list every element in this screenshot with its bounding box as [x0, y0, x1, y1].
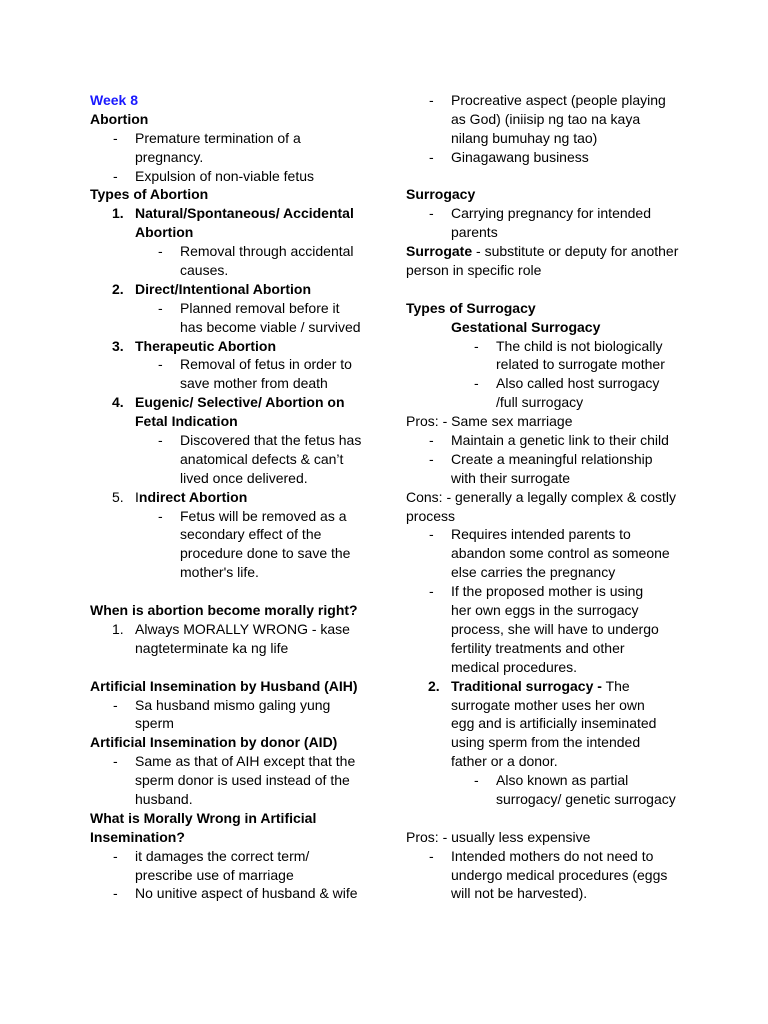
dash-bullet: - — [113, 696, 118, 713]
cons-line-cont: process — [406, 507, 456, 524]
list-item-cont: pregnancy. — [135, 148, 204, 165]
list-item: - Fetus will be removed as a — [158, 507, 347, 524]
list-item: - If the proposed mother is using — [429, 583, 644, 600]
morally-right-heading: When is abortion become morally right? — [90, 602, 358, 619]
list-item-cont: secondary effect of the — [180, 526, 322, 543]
list-item-cont: lived once delivered. — [180, 469, 308, 486]
list-item: - The child is not biologically — [474, 337, 663, 354]
dash-bullet: - — [429, 205, 434, 222]
type-title: 4. Eugenic/ Selective/ Abortion on — [112, 394, 345, 411]
list-item-cont: nilang bumuhay ng tao) — [451, 129, 598, 146]
list-item-cont: undergo medical procedures (eggs — [451, 866, 668, 883]
type-title: 2. Direct/Intentional Abortion — [112, 280, 312, 297]
dash-bullet: - — [474, 337, 479, 354]
dash-bullet: - — [429, 583, 434, 600]
blank-line — [90, 582, 362, 601]
dash-bullet: - — [158, 356, 163, 373]
list-item-cont: else carries the pregnancy — [451, 564, 616, 581]
list-item-cont: with their surrogate — [451, 469, 571, 486]
dash-bullet: - — [158, 299, 163, 316]
list-item-cont: save mother from death — [180, 375, 328, 392]
list-item-cont: will not be harvested). — [451, 885, 588, 902]
pros-line: Pros: - usually less expensive — [406, 828, 591, 845]
list-item: - Maintain a genetic link to their child — [429, 432, 669, 449]
list-item-cont: anatomical defects & can’t — [180, 450, 344, 467]
list-item: - Removal through accidental — [158, 243, 354, 260]
dash-bullet: - — [113, 129, 118, 146]
list-item: - Procreative aspect (people playing — [429, 92, 666, 108]
type-title: 5. Indirect Abortion — [112, 488, 248, 505]
list-item: - Sa husband mismo galing yung — [113, 696, 331, 713]
list-item: - Create a meaningful relationship — [429, 450, 653, 467]
list-item-cont: mother's life. — [180, 564, 259, 581]
surrogacy-heading: Surrogacy — [406, 186, 476, 203]
list-item-cont: husband. — [135, 790, 193, 807]
aid-heading: Artificial Insemination by donor (AID) — [90, 734, 338, 751]
pros-line: Pros: - Same sex marriage — [406, 413, 573, 430]
dash-bullet: - — [158, 507, 163, 524]
list-item-cont: sperm donor is used instead of the — [135, 772, 350, 789]
dash-bullet: - — [113, 167, 118, 184]
dash-bullet: - — [113, 753, 118, 770]
list-item: - Premature termination of a — [113, 129, 301, 146]
list-item: - Also called host surrogacy — [474, 375, 660, 392]
week-label: Week 8 — [90, 92, 138, 108]
list-item-cont: prescribe use of marriage — [135, 866, 294, 883]
wrong-heading-cont: Insemination? — [90, 828, 185, 845]
list-item-cont: has become viable / survived — [180, 318, 361, 335]
traditional-cont: surrogate mother uses her own — [451, 696, 645, 713]
dash-bullet: - — [429, 526, 434, 543]
type-title: 1. Natural/Spontaneous/ Accidental — [112, 205, 354, 222]
list-item: - Requires intended parents to — [429, 526, 631, 543]
list-item-cont: process, she will have to undergo — [451, 620, 659, 637]
type-title-cont: Fetal Indication — [135, 413, 238, 430]
list-item: - Ginagawang business — [429, 148, 589, 165]
dash-bullet: - — [429, 432, 434, 449]
list-item-cont: nagteterminate ka ng life — [135, 639, 289, 656]
dash-bullet: - — [113, 885, 118, 902]
list-item: - Planned removal before it — [158, 299, 340, 316]
list-item: - Intended mothers do not need to — [429, 847, 654, 864]
list-item-cont: fertility treatments and other — [451, 639, 625, 656]
list-item-cont: procedure done to save the — [180, 545, 351, 562]
list-item-cont: related to surrogate mother — [496, 356, 665, 373]
types-heading: Types of Abortion — [90, 186, 209, 203]
traditional-cont: egg and is artificially inseminated — [451, 715, 657, 732]
list-item: - Expulsion of non-viable fetus — [113, 167, 314, 184]
list-item: - Removal of fetus in order to — [158, 356, 352, 373]
dash-bullet: - — [158, 432, 163, 449]
list-item: - Carrying pregnancy for intended — [429, 205, 652, 222]
surrogate-definition-cont: person in specific role — [406, 262, 542, 279]
list-item-cont: sperm — [135, 715, 174, 732]
aih-heading: Artificial Insemination by Husband (AIH) — [90, 677, 358, 694]
traditional-cont: father or a donor. — [451, 753, 558, 770]
dash-bullet: - — [158, 243, 163, 260]
dash-bullet: - — [429, 847, 434, 864]
list-item: - Discovered that the fetus has — [158, 432, 362, 449]
surrogate-definition: Surrogate - substitute or deputy for another — [406, 243, 679, 260]
list-item: - Also known as partial — [474, 772, 629, 789]
list-item: - No unitive aspect of husband & wife — [113, 885, 358, 902]
list-item-cont: as God) (iniisip ng tao na kaya — [451, 110, 641, 127]
cons-line: Cons: - generally a legally complex & costly — [406, 488, 677, 505]
type-title: 3. Therapeutic Abortion — [112, 337, 277, 354]
traditional-surrogacy: 2. Traditional surrogacy - The — [428, 677, 630, 694]
list-item-cont: her own eggs in the surrogacy — [451, 602, 639, 619]
blank-line — [90, 658, 362, 677]
traditional-cont: using sperm from the intended — [451, 734, 641, 751]
blank-line — [406, 280, 688, 299]
list-item-cont: surrogacy/ genetic surrogacy — [496, 790, 676, 807]
dash-bullet: - — [429, 148, 434, 165]
list-item: 1. Always MORALLY WRONG - kase — [112, 620, 350, 637]
types-of-surrogacy-heading: Types of Surrogacy — [406, 299, 536, 316]
list-item-cont: /full surrogacy — [496, 394, 584, 411]
dash-bullet: - — [113, 847, 118, 864]
abortion-heading: Abortion — [90, 110, 149, 127]
wrong-heading: What is Morally Wrong in Artificial — [90, 809, 317, 826]
list-item: - Same as that of AIH except that the — [113, 753, 356, 770]
blank-line — [406, 167, 688, 186]
blank-line — [406, 809, 688, 828]
type-title-cont: Abortion — [135, 224, 194, 241]
right-column — [406, 91, 688, 903]
dash-bullet: - — [474, 772, 479, 789]
list-item-cont: medical procedures. — [451, 658, 578, 675]
gestational-heading: Gestational Surrogacy — [451, 318, 601, 335]
dash-bullet: - — [429, 450, 434, 467]
list-item-cont: causes. — [180, 262, 229, 279]
list-item: - it damages the correct term/ — [113, 847, 310, 864]
dash-bullet: - — [429, 92, 434, 108]
list-item-cont: parents — [451, 224, 498, 241]
dash-bullet: - — [474, 375, 479, 392]
left-column — [90, 91, 362, 903]
list-item-cont: abandon some control as someone — [451, 545, 670, 562]
